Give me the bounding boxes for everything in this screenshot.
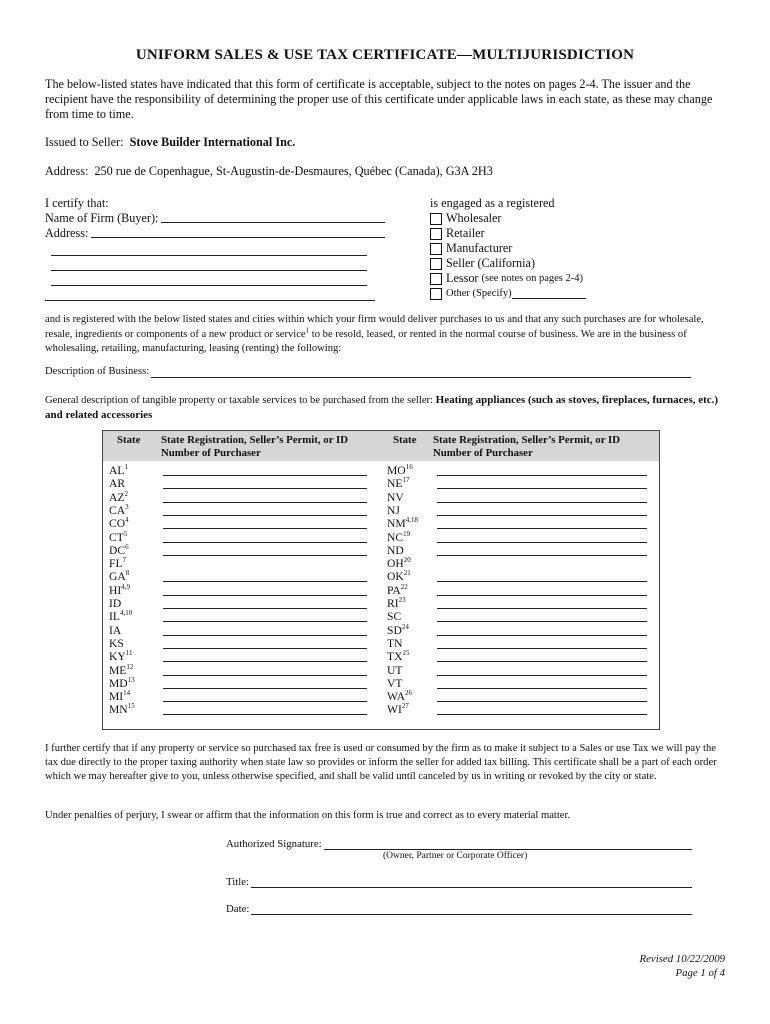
table-row: [103, 557, 659, 570]
registration-number-field[interactable]: [163, 621, 367, 622]
state-footnote: 17: [402, 476, 410, 485]
state-abbreviation: NJ: [387, 503, 400, 517]
registration-number-field[interactable]: [163, 475, 367, 476]
state-code: [387, 650, 409, 663]
state-abbreviation: ME: [109, 663, 127, 677]
table-row: [103, 597, 659, 610]
state-code: [387, 664, 402, 677]
state-code: [387, 477, 409, 490]
state-abbreviation: OK: [387, 570, 404, 584]
title-field[interactable]: [251, 876, 692, 888]
state-code: [387, 517, 418, 530]
state-abbreviation: NC: [387, 530, 404, 544]
state-abbreviation: DC: [109, 543, 126, 557]
buyer-address-label: Address:: [45, 226, 89, 240]
state-abbreviation: KY: [109, 650, 126, 664]
state-abbreviation: ND: [387, 543, 404, 557]
state-footnote: 6: [125, 542, 129, 551]
table-row: [103, 491, 659, 504]
state-code: [109, 531, 127, 544]
buyer-address-line-5[interactable]: [45, 286, 375, 301]
lessor-note: (see notes on pages 2-4): [481, 273, 584, 284]
other-checkbox[interactable]: [430, 288, 442, 300]
registration-number-field[interactable]: [437, 648, 647, 649]
general-description: [45, 393, 725, 423]
registration-number-field[interactable]: [437, 542, 647, 543]
state-code: [387, 677, 402, 690]
registered-text-a: and is registered with the below listed states and cities within which your firm would deliver purchases to us and that any such purchases are for wholesale, resale, ingredients or components of a new product or service: [45, 314, 704, 340]
intro-paragraph: The below-listed states have indicated that this form of certificate is acceptable, subject to the notes on pages 2-4. The issuer and the recipient have the responsibility of determining the proper use of this certificate under applicable laws in each state, as these may change from time to time.: [45, 77, 713, 121]
state-footnote: 21: [403, 569, 411, 578]
registration-number-field[interactable]: [163, 502, 367, 503]
state-abbreviation: WA: [387, 690, 406, 704]
registration-number-field[interactable]: [163, 648, 367, 649]
state-code: [387, 637, 402, 650]
state-abbreviation: VT: [387, 676, 403, 690]
state-code: [109, 664, 133, 677]
table-row: [103, 517, 659, 530]
state-abbreviation: MI: [109, 690, 124, 704]
state-footnote: 24: [401, 622, 409, 631]
state-code: [387, 504, 400, 517]
state-abbreviation: ID: [109, 597, 122, 610]
registration-number-field[interactable]: [163, 528, 367, 529]
buyer-address-line-3[interactable]: [51, 256, 367, 271]
state-footnote: 15: [127, 702, 135, 711]
table-header: [103, 431, 659, 461]
manufacturer-label: Manufacturer: [446, 241, 513, 255]
table-row: [103, 703, 659, 716]
general-label: General description of tangible property or taxable services to be purchased from the seller:: [45, 395, 433, 406]
lessor-label: Lessor: [446, 271, 479, 285]
registration-number-field[interactable]: [437, 581, 647, 582]
revised-date: Revised 10/22/2009: [639, 953, 725, 965]
table-row: [103, 477, 659, 490]
state-code: [109, 677, 135, 690]
option-other[interactable]: [430, 286, 650, 301]
state-code: [387, 690, 412, 703]
state-abbreviation: NE: [387, 477, 403, 491]
issued-to-seller: [45, 135, 295, 150]
state-code: [387, 610, 401, 623]
buyer-info-block: [45, 196, 385, 301]
engaged-heading: is engaged as a registered: [430, 196, 555, 210]
registration-number-field[interactable]: [163, 515, 367, 516]
table-row: [103, 531, 659, 544]
registration-number-field[interactable]: [437, 475, 647, 476]
table-row: [103, 624, 659, 637]
registration-number-field[interactable]: [163, 688, 367, 689]
registration-number-field[interactable]: [163, 488, 367, 489]
option-retailer[interactable]: [430, 226, 650, 241]
option-lessor[interactable]: [430, 271, 650, 286]
state-abbreviation: TN: [387, 636, 403, 650]
lessor-checkbox[interactable]: [430, 273, 442, 285]
state-code: [387, 624, 409, 637]
state-code: [109, 570, 129, 583]
state-abbreviation: CO: [109, 517, 126, 531]
option-seller-california[interactable]: [430, 256, 650, 271]
registration-number-field[interactable]: [437, 714, 647, 715]
state-code: [387, 491, 404, 504]
table-row: [103, 677, 659, 690]
state-footnote: 23: [398, 596, 406, 605]
state-abbreviation: HI: [109, 583, 122, 597]
page-number: Page 1 of 4: [675, 967, 725, 979]
form-title: UNIFORM SALES & USE TAX CERTIFICATE—MULTIJURISDICTION: [135, 47, 635, 63]
state-abbreviation: GA: [109, 570, 126, 584]
seller-california-label: Seller (California): [446, 256, 536, 270]
state-header-right: State: [393, 434, 417, 446]
date-label: Date:: [226, 903, 250, 915]
state-code: [109, 650, 133, 663]
seller-california-checkbox[interactable]: [430, 258, 442, 270]
wholesaler-checkbox[interactable]: [430, 213, 442, 225]
state-abbreviation: UT: [387, 663, 403, 677]
title-row: [226, 876, 692, 888]
registration-number-field[interactable]: [437, 555, 647, 556]
state-abbreviation: OH: [387, 557, 404, 571]
table-row: [103, 570, 659, 583]
option-wholesaler[interactable]: [430, 211, 650, 226]
registration-number-field[interactable]: [163, 635, 367, 636]
registration-type: [430, 196, 650, 301]
state-code: [109, 491, 128, 504]
buyer-address-line-2[interactable]: [51, 241, 367, 256]
state-footnote: 4,9: [121, 582, 130, 591]
table-row: [103, 690, 659, 703]
signature-field[interactable]: [324, 838, 692, 850]
registration-header-right: State Registration, Seller’s Permit, or ID Number of Purchaser: [433, 434, 620, 459]
state-abbreviation: RI: [387, 597, 399, 610]
state-footnote: 22: [400, 582, 408, 591]
state-footnote: 27: [401, 702, 409, 711]
seller-address-label: Address:: [45, 164, 89, 178]
registration-number-field[interactable]: [163, 608, 367, 609]
state-footnote: 1: [124, 463, 128, 472]
state-abbreviation: MD: [109, 676, 128, 690]
state-code: [387, 584, 408, 597]
seller-address: [45, 164, 493, 179]
state-footnote: 12: [126, 662, 134, 671]
table-row: [103, 664, 659, 677]
registration-header-left: State Registration, Seller’s Permit, or ID Number of Purchaser: [161, 434, 348, 459]
buyer-address-field[interactable]: [91, 226, 385, 238]
state-code: [109, 477, 125, 490]
state-code: [109, 690, 130, 703]
state-footnote: 4,18: [405, 516, 418, 525]
revision-info: [640, 952, 725, 980]
registration-number-field[interactable]: [437, 488, 647, 489]
state-code: [387, 531, 410, 544]
state-code: [387, 464, 413, 477]
state-code: [387, 703, 409, 716]
state-code: [109, 637, 124, 650]
state-code: [109, 584, 130, 597]
registration-number-field[interactable]: [163, 581, 367, 582]
state-code: [387, 557, 411, 570]
state-code: [109, 703, 135, 716]
state-code: [387, 570, 411, 583]
retailer-label: Retailer: [446, 226, 485, 240]
state-abbreviation: CA: [109, 503, 126, 517]
registration-number-field[interactable]: [437, 635, 647, 636]
further-certify-paragraph: I further certify that if any property or service so purchased tax free is used or consumed by the firm as to make it subject to a Sales or use Tax we will pay the tax due directly to the proper taxing authority when state law so provides or inform the seller for added tax billing. This certificate shall be a part of each order which we may hereafter give to you, unless otherwise specified, and shall be valid until canceled by us in writing or revoked by the city or state.: [45, 743, 717, 782]
seller-name: Stove Builder International Inc.: [129, 135, 296, 149]
state-code: [109, 624, 121, 637]
state-code: [109, 557, 126, 570]
state-footnote: 26: [405, 689, 413, 698]
state-abbreviation: NM: [387, 517, 406, 531]
state-abbreviation: PA: [387, 583, 401, 597]
registration-number-field[interactable]: [437, 688, 647, 689]
seller-address-value: 250 rue de Copenhague, St-Augustin-de-Desmaures, Québec (Canada), G3A 2H3: [94, 164, 493, 178]
table-row: [103, 464, 659, 477]
title-label: Title:: [226, 876, 250, 888]
manufacturer-checkbox[interactable]: [430, 243, 442, 255]
state-footnote: 14: [123, 689, 131, 698]
registration-number-field[interactable]: [163, 542, 367, 543]
registration-number-field[interactable]: [437, 595, 647, 596]
table-row: [103, 637, 659, 650]
state-abbreviation: KS: [109, 636, 124, 650]
state-footnote: 13: [127, 675, 135, 684]
state-abbreviation: TX: [387, 650, 403, 664]
registration-number-field[interactable]: [437, 621, 647, 622]
state-abbreviation: IL: [109, 610, 120, 624]
state-abbreviation: MO: [387, 464, 406, 477]
registered-footnote: 1: [305, 325, 310, 334]
state-footnote: 5: [123, 529, 128, 538]
state-footnote: 11: [125, 649, 133, 658]
table-row: [103, 650, 659, 663]
registration-number-field[interactable]: [437, 661, 647, 662]
date-row: [226, 903, 692, 915]
registration-number-field[interactable]: [437, 528, 647, 529]
retailer-checkbox[interactable]: [430, 228, 442, 240]
state-abbreviation: AL: [109, 464, 125, 477]
description-field[interactable]: [151, 366, 691, 378]
registration-number-field[interactable]: [437, 608, 647, 609]
state-code: [109, 597, 121, 610]
state-abbreviation: SC: [387, 610, 402, 624]
signature-row: [226, 838, 692, 850]
registration-number-field[interactable]: [437, 701, 647, 702]
state-footnote: 4: [125, 516, 129, 525]
registration-number-field[interactable]: [163, 675, 367, 676]
table-row: [103, 584, 659, 597]
registration-number-field[interactable]: [437, 515, 647, 516]
other-label: Other (Specify): [446, 288, 512, 299]
state-footnote: 3: [125, 503, 129, 512]
state-code: [109, 517, 129, 530]
state-code: [109, 464, 128, 477]
state-footnote: 25: [402, 649, 410, 658]
state-abbreviation: CT: [109, 530, 124, 544]
state-abbreviation: AR: [109, 477, 126, 491]
buyer-address-line-4[interactable]: [51, 271, 367, 286]
date-field[interactable]: [251, 903, 692, 915]
seller-label: Issued to Seller:: [45, 135, 124, 149]
state-footnote: 4,10: [119, 609, 133, 618]
state-footnote: 16: [405, 463, 413, 472]
table-row: [103, 610, 659, 623]
registration-number-field[interactable]: [163, 661, 367, 662]
registration-number-field[interactable]: [163, 555, 367, 556]
perjury-statement: Under penalties of perjury, I swear or affirm that the information on this form is true and correct as to every material matter.: [45, 810, 571, 821]
state-registration-table: [102, 430, 660, 730]
certify-label: I certify that:: [45, 196, 109, 210]
table-row: [103, 544, 659, 557]
description-of-business: [45, 366, 691, 378]
signature-label: Authorized Signature:: [226, 838, 322, 850]
state-code: [387, 597, 406, 610]
table-row: [103, 504, 659, 517]
state-footnote: 19: [403, 529, 411, 538]
firm-name-field[interactable]: [161, 211, 385, 223]
state-abbreviation: NV: [387, 490, 404, 504]
state-footnote: 2: [124, 489, 128, 498]
registration-number-field[interactable]: [163, 714, 367, 715]
state-footnote: 7: [122, 556, 127, 565]
general-value: Heating appliances (such as stoves, fireplaces, furnaces, etc.) and related accessories: [45, 394, 719, 421]
registered-text-b: to be resold, leased, or rented in the normal course of business. We are in the business of wholesaling, retailing, manufacturing, leasing (renting) the following:: [45, 328, 687, 354]
registration-number-field[interactable]: [163, 595, 367, 596]
state-abbreviation: AZ: [109, 490, 125, 504]
registration-number-field[interactable]: [437, 502, 647, 503]
state-code: [109, 504, 129, 517]
description-label: Description of Business:: [45, 366, 150, 377]
state-code: [109, 610, 132, 623]
state-abbreviation: MN: [109, 703, 128, 717]
option-manufacturer[interactable]: [430, 241, 650, 256]
wholesaler-label: Wholesaler: [446, 211, 502, 225]
state-abbreviation: SD: [387, 623, 402, 637]
state-abbreviation: FL: [109, 557, 123, 571]
state-header-left: State: [117, 434, 141, 446]
firm-name-label: Name of Firm (Buyer):: [45, 211, 159, 225]
state-code: [387, 544, 404, 557]
registration-number-field[interactable]: [163, 701, 367, 702]
state-footnote: 8: [125, 569, 130, 578]
state-abbreviation: WI: [387, 703, 402, 717]
state-abbreviation: IA: [109, 623, 122, 637]
state-code: [109, 544, 129, 557]
registration-number-field[interactable]: [437, 675, 647, 676]
other-specify-field[interactable]: [512, 288, 586, 299]
registered-paragraph: [45, 313, 725, 357]
state-footnote: 20: [403, 556, 411, 565]
officer-note: (Owner, Partner or Corporate Officer): [383, 851, 528, 861]
